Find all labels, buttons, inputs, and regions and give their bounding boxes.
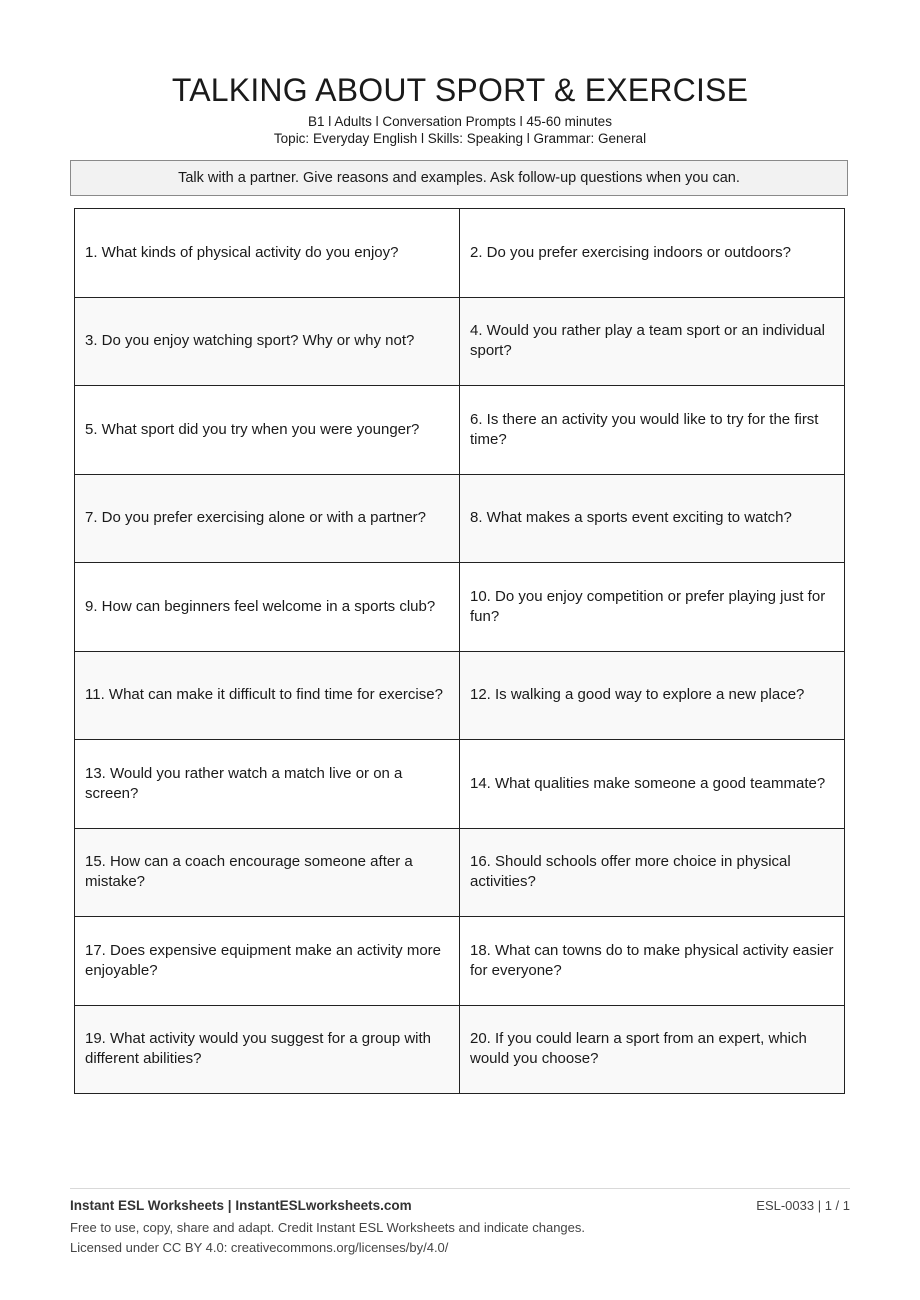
- instructions-box: [70, 160, 848, 196]
- prompt-cell: 1. What kinds of physical activity do you enjoy?: [75, 209, 460, 298]
- table-row: [75, 828, 845, 917]
- prompts-table: [74, 208, 845, 1094]
- table-row: [75, 917, 845, 1006]
- footer-brand: Instant ESL Worksheets | InstantESLworksheets.com: [70, 1198, 412, 1213]
- prompt-cell: 18. What can towns do to make physical activity easier for everyone?: [460, 917, 845, 1006]
- prompt-cell: 11. What can make it difficult to find time for exercise?: [75, 651, 460, 740]
- prompt-cell: 2. Do you prefer exercising indoors or outdoors?: [460, 209, 845, 298]
- prompt-cell: 16. Should schools offer more choice in physical activities?: [460, 828, 845, 917]
- footer-page-code: ESL-0033 | 1 / 1: [756, 1198, 850, 1213]
- instructions-text: Talk with a partner. Give reasons and examples. Ask follow-up questions when you can.: [178, 170, 740, 186]
- prompt-cell: 13. Would you rather watch a match live or on a screen?: [75, 740, 460, 829]
- prompt-cell: 8. What makes a sports event exciting to watch?: [460, 474, 845, 563]
- prompt-cell: 6. Is there an activity you would like to try for the first time?: [460, 386, 845, 475]
- prompts-table-body: [75, 209, 845, 1094]
- worksheet-topic: Topic: Everyday English l Skills: Speaking l Grammar: General: [273, 131, 647, 146]
- prompt-cell: 10. Do you enjoy competition or prefer playing just for fun?: [460, 563, 845, 652]
- prompt-cell: 15. How can a coach encourage someone after a mistake?: [75, 828, 460, 917]
- prompt-cell: 7. Do you prefer exercising alone or with a partner?: [75, 474, 460, 563]
- prompt-cell: 20. If you could learn a sport from an expert, which would you choose?: [460, 1005, 845, 1094]
- prompt-cell: 19. What activity would you suggest for a group with different abilities?: [75, 1005, 460, 1094]
- page-title: TALKING ABOUT SPORT & EXERCISE: [171, 72, 749, 108]
- table-row: [75, 386, 845, 475]
- prompt-cell: 17. Does expensive equipment make an activity more enjoyable?: [75, 917, 460, 1006]
- table-row: [75, 651, 845, 740]
- table-row: [75, 209, 845, 298]
- footer-license-text: Free to use, copy, share and adapt. Credit Instant ESL Worksheets and indicate changes.: [70, 1220, 586, 1235]
- footer-license-link: Licensed under CC BY 4.0: creativecommons.org/licenses/by/4.0/: [70, 1240, 449, 1255]
- prompt-cell: 5. What sport did you try when you were younger?: [75, 386, 460, 475]
- prompt-cell: 12. Is walking a good way to explore a new place?: [460, 651, 845, 740]
- table-row: [75, 563, 845, 652]
- prompt-cell: 14. What qualities make someone a good teammate?: [460, 740, 845, 829]
- prompt-cell: 9. How can beginners feel welcome in a sports club?: [75, 563, 460, 652]
- table-row: [75, 1005, 845, 1094]
- prompt-cell: 3. Do you enjoy watching sport? Why or why not?: [75, 297, 460, 386]
- table-row: [75, 740, 845, 829]
- prompt-cell: 4. Would you rather play a team sport or an individual sport?: [460, 297, 845, 386]
- table-row: [75, 474, 845, 563]
- table-row: [75, 297, 845, 386]
- footer-divider: [70, 1188, 850, 1189]
- worksheet-meta: B1 l Adults l Conversation Prompts l 45-60 minutes: [308, 114, 612, 129]
